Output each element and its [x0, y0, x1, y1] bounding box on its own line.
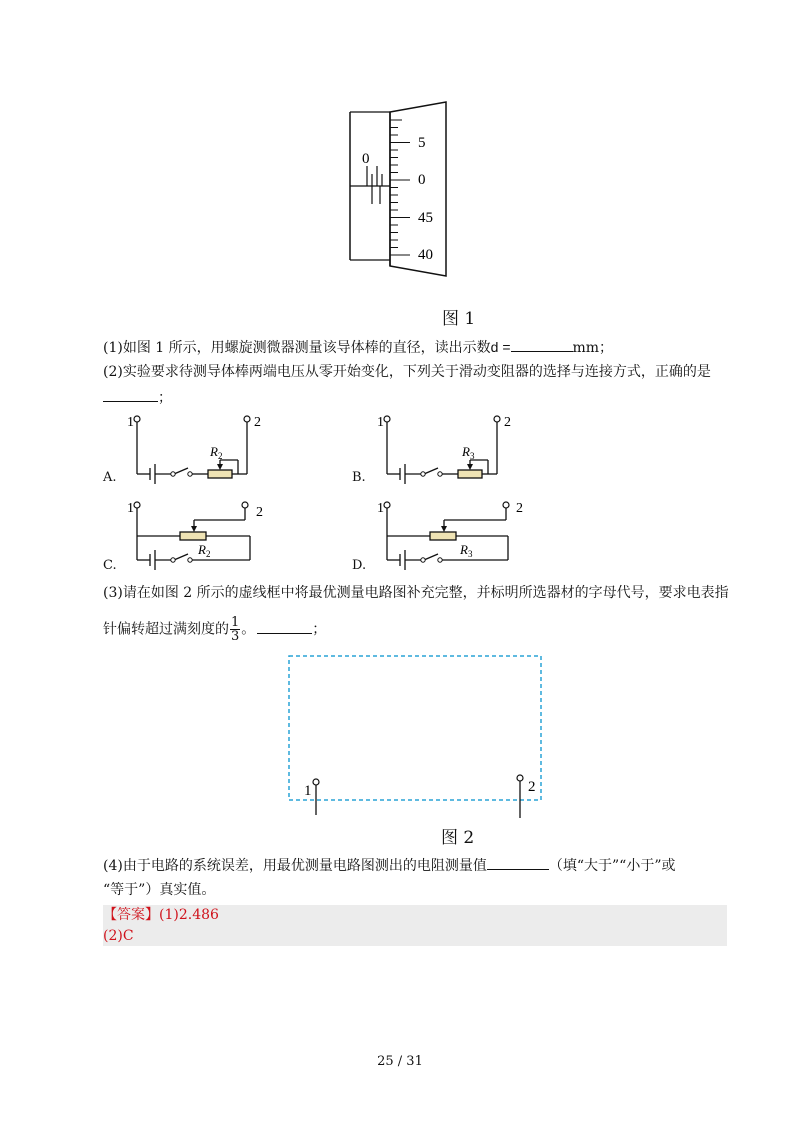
- q3-fraction-denominator: 3: [231, 629, 240, 644]
- thimble-label-5: 5: [418, 135, 426, 151]
- q1-blank: [511, 337, 573, 352]
- figure2-caption: 图 2: [441, 828, 475, 848]
- q3-fraction: [230, 616, 240, 643]
- option-b-terminal-1: 1: [377, 415, 384, 430]
- question-4-line2: “等于”）真实值。: [103, 882, 216, 898]
- main-scale-zero-label: 0: [362, 151, 370, 167]
- q4-suffix: （填“大于”“小于”或: [548, 858, 676, 874]
- option-b-circuit: [370, 412, 520, 492]
- option-a-terminal-2: 2: [254, 415, 261, 430]
- q3-blank: [257, 619, 312, 634]
- thimble-label-45: 45: [418, 210, 433, 226]
- answer-line-2: (2)C: [103, 928, 134, 944]
- option-c-terminal-2: 2: [256, 505, 263, 520]
- answer-value-1: (1)2.486: [159, 907, 219, 923]
- q2-end: ；: [158, 390, 172, 406]
- option-d-terminal-2: 2: [516, 501, 523, 516]
- question-3-line1: (3)请在如图 2 所示的虚线框中将最优测量电路图补充完整，并标明所选器材的字母代号，要求电表指: [103, 585, 729, 601]
- q3-end: ；: [312, 621, 327, 638]
- question-4-line1: [103, 855, 675, 876]
- question-2-line2: [103, 387, 172, 408]
- question-2-line1: (2)实验要求待测导体棒两端电压从零开始变化，下列关于滑动变阻器的选择与连接方式，正确的是: [103, 364, 711, 380]
- option-d-resistor-label: $R_3$: [460, 542, 473, 559]
- option-b-resistor-label: $R_3$: [462, 444, 475, 461]
- question-3-line2: [103, 616, 326, 643]
- option-c-circuit: [120, 498, 280, 578]
- q3-text: 针偏转超过满刻度的: [103, 621, 229, 638]
- option-d-terminal-1: 1: [377, 501, 384, 516]
- q3-suffix: 。: [241, 621, 256, 638]
- q2-blank: [103, 387, 158, 402]
- option-c-terminal-1: 1: [127, 501, 134, 516]
- figure2-terminal-2: 2: [528, 779, 536, 795]
- option-a-label: A.: [103, 470, 117, 485]
- thimble-label-40: 40: [418, 247, 433, 263]
- q1-variable: d =: [490, 339, 511, 355]
- q1-unit: mm；: [572, 340, 614, 356]
- option-d-label: D.: [352, 558, 367, 573]
- answer-tag: 【答案】: [103, 907, 159, 923]
- question-1: [103, 337, 613, 358]
- figure2-terminal-1: 1: [304, 783, 312, 799]
- option-a-circuit: [120, 412, 270, 492]
- figure2-dashed-box: [280, 650, 550, 820]
- q1-text: (1)如图 1 所示，用螺旋测微器测量该导体棒的直径，读出示数: [103, 340, 491, 356]
- option-b-terminal-2: 2: [504, 415, 511, 430]
- answer-line-1: [103, 905, 219, 925]
- micrometer-figure: [340, 100, 460, 300]
- option-b-label: B.: [352, 470, 366, 485]
- thimble-label-0: 0: [418, 172, 426, 188]
- q3-fraction-numerator: 1: [231, 615, 240, 630]
- option-a-terminal-1: 1: [127, 415, 134, 430]
- option-c-label: C.: [103, 558, 117, 573]
- option-a-resistor-label: $R_2$: [210, 444, 223, 461]
- page-number: 25 / 31: [377, 1054, 423, 1069]
- q4-blank: [487, 855, 549, 870]
- q4-text: (4)由于电路的系统误差，用最优测量电路图测出的电阻测量值: [103, 858, 487, 874]
- figure1-caption: 图 1: [442, 309, 476, 329]
- option-c-resistor-label: $R_2$: [198, 542, 211, 559]
- option-d-circuit: [370, 498, 530, 578]
